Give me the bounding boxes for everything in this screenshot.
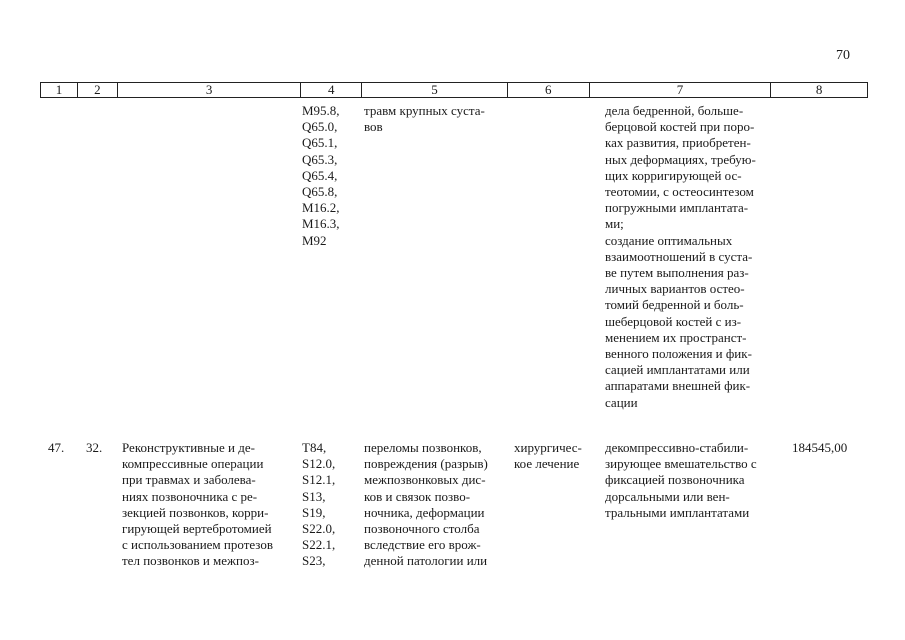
row2-sub-number: 32. <box>86 440 103 455</box>
header-col-3: 3 <box>118 83 302 97</box>
row2-patient-model: переломы позвонков, повреждения (разрыв) межпозвонковых дис- ков и связок позво- ночника, деформации позвоночного столба вследствие его врож- денной патологии или <box>364 440 488 569</box>
header-col-7: 7 <box>590 83 772 97</box>
row2-number: 47. <box>48 440 65 455</box>
header-col-4: 4 <box>301 83 362 97</box>
header-col-8: 8 <box>815 82 823 97</box>
row1-diagnosis-codes: M95.8, Q65.0, Q65.1, Q65.3, Q65.4, Q65.8, M16.2, M16.3, M92 <box>302 103 340 248</box>
header-col-5: 5 <box>362 83 508 97</box>
header-col-1: 1 <box>41 83 78 97</box>
row2-care-profile: Реконструктивные и де- компрессивные операции при травмах и заболева- ниях позвоночника с ре- зекцией позвонков, корри- гирующей вертебротомией с использованием протезов тел позвонков и межпоз- <box>122 440 273 569</box>
table-header-row <box>40 82 868 98</box>
row1-patient-model: травм крупных суста- вов <box>364 103 485 135</box>
header-col-6: 6 <box>508 83 590 97</box>
row2-diagnosis-codes: T84, S12.0, S12.1, S13, S19, S22.0, S22.1, S23, <box>302 440 336 569</box>
row2-treatment-type: хирургичес- кое лечение <box>514 440 582 472</box>
row2-treatment-method: декомпрессивно-стабили- зирующее вмешательство с фиксацией позвоночника дорсальными или вен- тральными имплантатами <box>605 440 757 520</box>
header-col-2: 2 <box>78 83 118 97</box>
row2-cost: 184545,00 <box>792 440 848 455</box>
row1-treatment-method: дела бедренной, больше- берцовой костей при поро- ках развития, приобретен- ных деформациях, требую- щих корригирующей ос- теотомии, с остеосинтезом погружными имплантата- ми; создание оптимальных взаимоотношений в суста- ве путем выполнения раз- личных вариантов остео- томий бедренной и боль- шеберцовой костей с из- менением их пространст- венного положения и фик- сацией имплантатами или аппаратами внешней фик- сации <box>605 103 756 410</box>
page-number: 70 <box>836 48 850 63</box>
